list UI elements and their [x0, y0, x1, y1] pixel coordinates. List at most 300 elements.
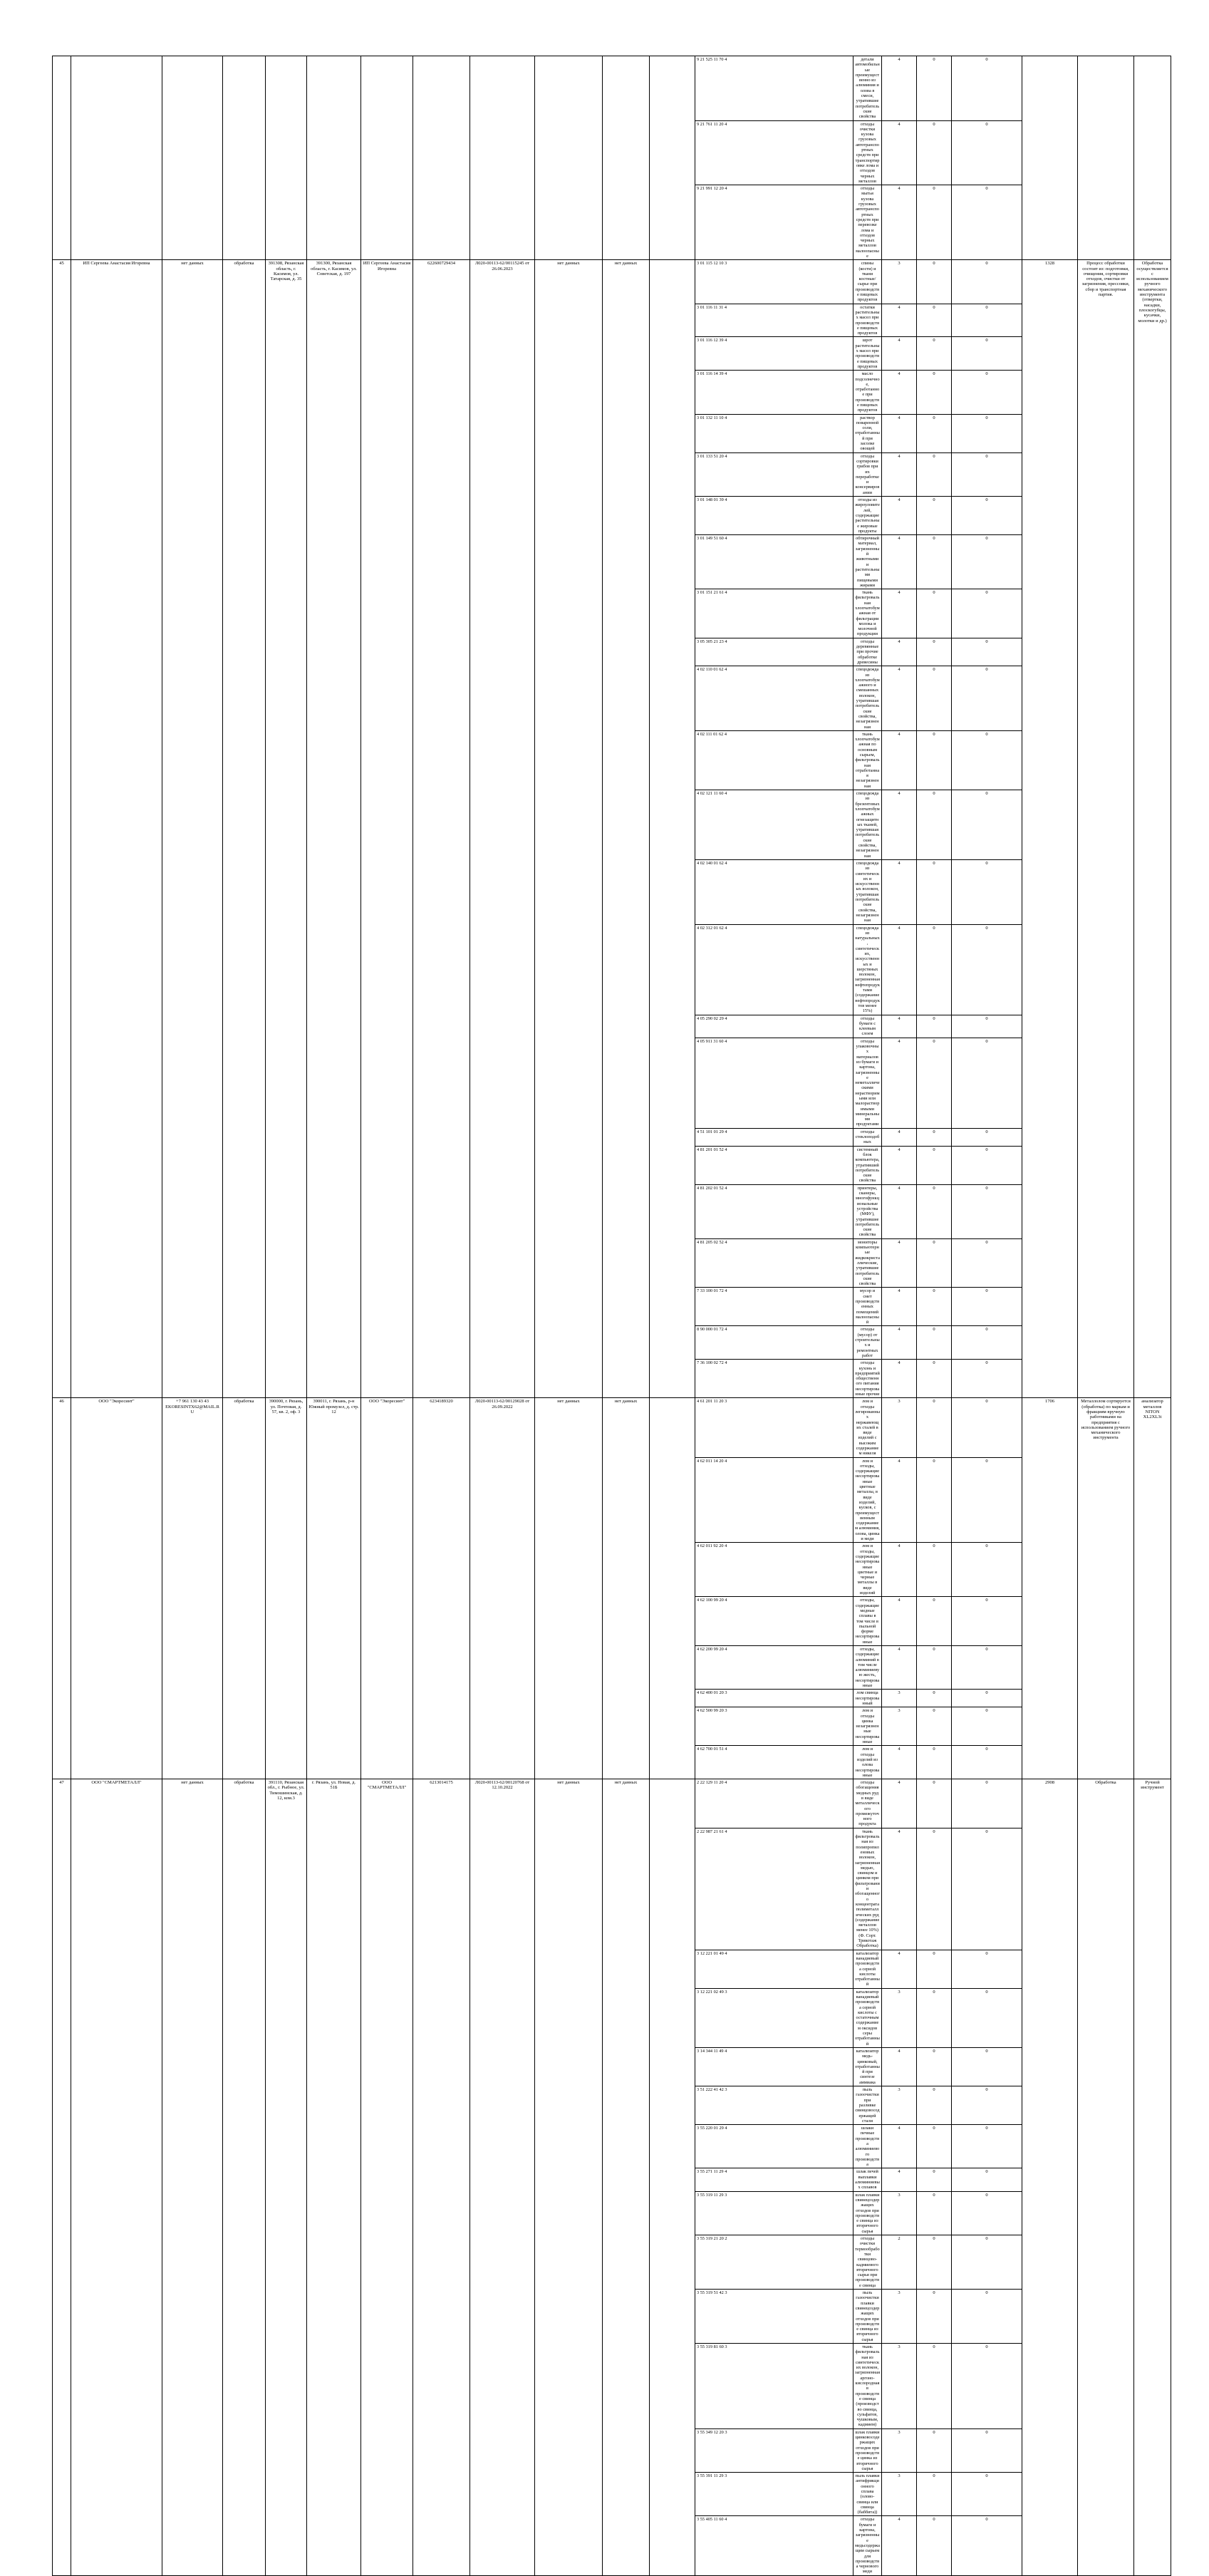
hazard-class: 4 — [882, 1146, 917, 1184]
volume-a: 0 — [917, 1597, 952, 1646]
table-row — [53, 260, 1171, 304]
waste-code: 3 55 319 21 20 2 — [695, 2235, 853, 2290]
volume-a: 0 — [917, 1645, 952, 1689]
column-10: нет данных — [603, 260, 650, 1398]
waste-name: спины (кости) и ткани костные/сырье при производстве пищевых продуктов — [853, 260, 882, 304]
waste-code: 3 12 221 01 49 4 — [695, 1950, 853, 1988]
volume-a: 0 — [917, 2516, 952, 2575]
volume-b: 0 — [952, 2047, 1022, 2086]
waste-code: 3 01 133 51 20 4 — [695, 452, 853, 496]
volume-a: 0 — [917, 2047, 952, 2086]
waste-name: лом и отходы, содержащие несортированные цветные и черные металлы в виде изделий — [853, 1543, 882, 1597]
hazard-class: 4 — [882, 2125, 917, 2168]
hazard-class: 3 — [882, 2290, 917, 2344]
waste-code: 4 62 200 99 20 4 — [695, 1645, 853, 1689]
volume-b: 0 — [952, 2290, 1022, 2344]
hazard-class: 4 — [882, 638, 917, 666]
hazard-class: 3 — [882, 2428, 917, 2472]
volume-a: 0 — [917, 260, 952, 304]
site-address: 390011, г. Рязань, р-н Южный промузел, д. стр. 12 — [307, 1398, 361, 1779]
waste-name: пыль газоочистки плавки свинецсодержащих отходов при производстве свинца из вторичного сырья — [853, 2290, 882, 2344]
volume-b: 0 — [952, 1690, 1022, 1707]
volume-a: 0 — [917, 1828, 952, 1950]
waste-name: отходы очистки термообработки свинцово-кадмиевого вторичного сырья при производстве свинца — [853, 2235, 882, 2290]
volume-b: 0 — [952, 1288, 1022, 1326]
hazard-class: 4 — [882, 1015, 917, 1038]
hazard-class: 4 — [882, 730, 917, 790]
hazard-class: 3 — [882, 1988, 917, 2047]
process-description: Обработка — [1078, 1779, 1134, 2576]
volume-a: 0 — [917, 414, 952, 452]
waste-name: пыль плавки антифрикционного сплава (олово-свинца или свинца (баббита)) — [853, 2473, 882, 2516]
table-row — [53, 56, 1171, 121]
volume-a: 0 — [917, 535, 952, 589]
waste-name: отходы кухонь и предприятий общественного питания несортированные прочие — [853, 1360, 882, 1398]
waste-code: 3 55 391 11 29 3 — [695, 2473, 853, 2516]
volume-a: 0 — [917, 1779, 952, 1828]
hazard-class: 4 — [882, 120, 917, 185]
volume-a: 0 — [917, 790, 952, 860]
hazard-class: 4 — [882, 452, 917, 496]
prev-site-cell — [307, 56, 361, 260]
waste-code: 4 02 110 01 62 4 — [695, 666, 853, 731]
volume-b: 0 — [952, 1543, 1022, 1597]
waste-code: 3 55 319 51 42 3 — [695, 2290, 853, 2344]
volume-a: 0 — [917, 1184, 952, 1238]
volume-b: 0 — [952, 2125, 1022, 2168]
waste-code: 4 81 201 01 52 4 — [695, 1146, 853, 1184]
prev-contacts-cell — [162, 56, 223, 260]
volume-b: 0 — [952, 730, 1022, 790]
volume-a: 0 — [917, 1950, 952, 1988]
hazard-class: 4 — [882, 1645, 917, 1689]
waste-name: отходы бумаги и картона, загрязненные медьсодержащим сырьем для производства чернового меди — [853, 2516, 882, 2575]
column-10: нет данных — [603, 1398, 650, 1779]
inn: 622600729434 — [413, 260, 470, 1398]
waste-name: катализатор ванадиевый производства серной кислоты с остаточным содержанием оксидов серы отработанный — [853, 1988, 882, 2047]
organization-name: ООО "СМАРТМЕТАЛЛ" — [71, 1779, 162, 2576]
legal-address: 390000, г. Рязань, ул. Почтовая, д. 57, кв. 2, оф. 3 — [266, 1398, 307, 1779]
document-page — [52, 56, 1168, 2576]
site-address: 391300, Рязанская область, г. Касимов, ул. Советская, д. 197 — [307, 260, 361, 1398]
hazard-class: 4 — [882, 1828, 917, 1950]
hazard-class: 4 — [882, 1184, 917, 1238]
volume-a: 0 — [917, 497, 952, 535]
volume-b: 0 — [952, 790, 1022, 860]
record-number: 46 — [53, 1398, 71, 1779]
hazard-class: 4 — [882, 1288, 917, 1326]
volume-a: 0 — [917, 2343, 952, 2428]
volume-b: 0 — [952, 1828, 1022, 1950]
waste-code: 4 62 011 14 20 4 — [695, 1457, 853, 1543]
activity-type: обработка — [223, 260, 266, 1398]
volume-b: 0 — [952, 304, 1022, 337]
license-number: Л020-00113-62/00129028 от 26.09.2022 — [470, 1398, 535, 1779]
hazard-class: 3 — [882, 2343, 917, 2428]
waste-code: 3 55 271 11 29 4 — [695, 2168, 853, 2191]
volume-a: 0 — [917, 2235, 952, 2290]
volume-b: 0 — [952, 1707, 1022, 1746]
volume-b: 0 — [952, 1015, 1022, 1038]
prev-no-cell — [53, 56, 71, 260]
volume-b: 0 — [952, 2343, 1022, 2428]
waste-name: отходы деревянные при прочие обработке древесины — [853, 638, 882, 666]
hazard-class: 4 — [882, 185, 917, 260]
volume-b: 0 — [952, 666, 1022, 731]
prev-activity-cell — [223, 56, 266, 260]
waste-code: 4 05 290 02 29 4 — [695, 1015, 853, 1038]
record-number: 45 — [53, 260, 71, 1398]
waste-code: 2 22 129 11 20 4 — [695, 1779, 853, 1828]
waste-code: 3 55 319 81 60 3 — [695, 2343, 853, 2428]
volume-a: 0 — [917, 337, 952, 371]
waste-name: катализатор ванадиевый производства серной кислоты отработанный — [853, 1950, 882, 1988]
volume-b: 0 — [952, 589, 1022, 638]
volume-a: 0 — [917, 589, 952, 638]
hazard-class: 4 — [882, 304, 917, 337]
column-9: нет данных — [535, 1779, 603, 2576]
hazard-class: 4 — [882, 790, 917, 860]
volume-a: 0 — [917, 1746, 952, 1779]
hazard-class: 4 — [882, 1597, 917, 1646]
operator-name: ИП Сергеева Анастасия Игоревна — [361, 260, 413, 1398]
volume-b: 0 — [952, 2235, 1022, 2290]
operator-name: ООО "СМАРТМЕТАЛЛ" — [361, 1779, 413, 2576]
waste-name: катализатор медь-цинковый, отработанный при синтезе аммиака — [853, 2047, 882, 2086]
waste-code: 7 36 100 02 72 4 — [695, 1360, 853, 1398]
volume-a: 0 — [917, 2191, 952, 2235]
volume-a: 0 — [917, 304, 952, 337]
contacts: нет данных — [162, 260, 223, 1398]
prev-inn-cell — [413, 56, 470, 260]
record-number: 47 — [53, 1779, 71, 2576]
volume-a: 0 — [917, 56, 952, 121]
hazard-class: 3 — [882, 2191, 917, 2235]
prev-name-cell — [71, 56, 162, 260]
volume-a: 0 — [917, 1128, 952, 1146]
waste-code: 3 55 220 01 29 4 — [695, 2125, 853, 2168]
waste-name: детали автомобильные преимущественно из алюминия и олова в смеси, утратившие потребительские свойства — [853, 56, 882, 121]
volume-a: 0 — [917, 1238, 952, 1288]
volume-b: 0 — [952, 1360, 1022, 1398]
waste-registry-table — [52, 56, 1171, 2576]
waste-code: 4 81 205 02 52 4 — [695, 1238, 853, 1288]
hazard-class: 4 — [882, 1326, 917, 1360]
column-10: нет данных — [603, 1779, 650, 2576]
organization-name: ИП Сергеева Анастасия Игоревна — [71, 260, 162, 1398]
hazard-class: 4 — [882, 497, 917, 535]
waste-name: спецодежда из натуральных, синтетических, искусственных и шерстяных волокон, загрязненная нефтепродуктами (содержание нефтепродуктов менее 15%) — [853, 924, 882, 1015]
volume-b: 0 — [952, 1950, 1022, 1988]
waste-code: 8 90 000 01 72 4 — [695, 1326, 853, 1360]
waste-name: пыль газоочистки при разливке свинцовосодержащей стали — [853, 2086, 882, 2125]
prev-legal-cell — [266, 56, 307, 260]
waste-code: 9 21 525 11 70 4 — [695, 56, 853, 121]
volume-b: 0 — [952, 2473, 1022, 2516]
volume-b: 0 — [952, 535, 1022, 589]
waste-code: 4 51 101 01 29 4 — [695, 1128, 853, 1146]
waste-name: отходы обогащения медных руд в виде металлического промежуточного продукта — [853, 1779, 882, 1828]
waste-code: 4 61 201 11 20 3 — [695, 1398, 853, 1457]
prev-col11-cell — [650, 56, 695, 260]
volume-a: 0 — [917, 924, 952, 1015]
waste-code: 3 01 151 21 61 4 — [695, 589, 853, 638]
waste-name: обтирочный материал, загрязненный животными и растительными пищевыми жирами — [853, 535, 882, 589]
waste-name: системный блок компьютера, утративший потребительские свойства — [853, 1146, 882, 1184]
volume-b: 0 — [952, 1326, 1022, 1360]
waste-name: шлак плавки свинецсодержащих отходов при производстве свинца из вторичного сырья — [853, 2191, 882, 2235]
waste-name: шлак плавки цинковосодержащих отходов при производстве цинка из вторичного сырья — [853, 2428, 882, 2472]
volume-a: 0 — [917, 2086, 952, 2125]
column-11 — [650, 260, 695, 1398]
volume-a: 0 — [917, 2290, 952, 2344]
volume-a: 0 — [917, 1015, 952, 1038]
waste-name: спецодежда из брезентовых хлопчатобумажных огнезащитных тканей, утратившая потребительские свойства, незагрязненная — [853, 790, 882, 860]
waste-name: отходы мытья кузова грузовых автотранспортных средств при перевозке лома и отходов черных металлов малоопасные — [853, 185, 882, 260]
volume-a: 0 — [917, 120, 952, 185]
column-11 — [650, 1779, 695, 2576]
waste-code: 4 05 911 31 60 4 — [695, 1038, 853, 1128]
hazard-class: 4 — [882, 1360, 917, 1398]
waste-code: 3 12 221 02 49 3 — [695, 1988, 853, 2047]
organization-name: ООО "Экоресинт" — [71, 1398, 162, 1779]
capacity: 1328 — [1022, 260, 1078, 1398]
waste-name: отходы упаковочных материалов из бумаги и картона, загрязненные неметаллическими нерастворимыми или малорастворимыми минеральными продуктами — [853, 1038, 882, 1128]
volume-b: 0 — [952, 337, 1022, 371]
volume-b: 0 — [952, 1597, 1022, 1646]
waste-code: 4 62 700 01 51 4 — [695, 1746, 853, 1779]
hazard-class: 3 — [882, 2473, 917, 2516]
waste-code: 4 62 500 99 20 3 — [695, 1707, 853, 1746]
license-number: Л020-00113-62/00120768 от 12.10.2022 — [470, 1779, 535, 2576]
hazard-class: 4 — [882, 1128, 917, 1146]
waste-name: лом свинца несортированный — [853, 1690, 882, 1707]
volume-a: 0 — [917, 1288, 952, 1326]
prev-equipment-cell — [1134, 56, 1171, 260]
volume-b: 0 — [952, 1398, 1022, 1457]
waste-code: 3 01 116 14 39 4 — [695, 371, 853, 414]
volume-b: 0 — [952, 414, 1022, 452]
volume-b: 0 — [952, 2191, 1022, 2235]
volume-a: 0 — [917, 2125, 952, 2168]
hazard-class: 4 — [882, 589, 917, 638]
waste-name: ткань фильтровальная из полипропиленовых волокон, загрязненная медью, свинцом и цинком при фильтровании обогащенного концентрата полиметаллических руд (содержание металлов менее 10%) (Ф. Сорт. Трикотаж Обработка) — [853, 1828, 882, 1950]
contacts: +7 961 130 43 43 EKORESINTX62@MAIL.RU — [162, 1398, 223, 1779]
prev-org-cell — [361, 56, 413, 260]
volume-a: 0 — [917, 1988, 952, 2047]
volume-b: 0 — [952, 120, 1022, 185]
volume-b: 0 — [952, 2516, 1022, 2575]
equipment: Ручной инструмент — [1134, 1779, 1171, 2576]
volume-b: 0 — [952, 859, 1022, 924]
waste-code: 3 51 222 41 42 3 — [695, 2086, 853, 2125]
hazard-class: 4 — [882, 859, 917, 924]
waste-name: мониторы компьютерные жидкокристаллические, утратившие потребительские свойства — [853, 1238, 882, 1288]
waste-name: ткань фильтровальная из синтетических волокон, загрязненная аргоно-кислородная в производстве свинца (производство свинца, сульфатов, чушковым, кадмием) — [853, 2343, 882, 2428]
waste-code: 3 55 319 11 29 3 — [695, 2191, 853, 2235]
waste-name: лом и отходы, содержащие несортированные цветные металлы, в виде изделий, кусков, с преимущественным содержанием алюминия, олова, цинка и меди — [853, 1457, 882, 1543]
volume-b: 0 — [952, 1146, 1022, 1184]
waste-code: 4 81 202 01 52 4 — [695, 1184, 853, 1238]
activity-type: обработка — [223, 1398, 266, 1779]
volume-b: 0 — [952, 497, 1022, 535]
waste-name: масло подсолнечное, отработанное при производстве пищевых продуктов — [853, 371, 882, 414]
volume-a: 0 — [917, 1543, 952, 1597]
waste-code: 3 01 149 51 60 4 — [695, 535, 853, 589]
hazard-class: 4 — [882, 1038, 917, 1128]
hazard-class: 4 — [882, 1950, 917, 1988]
volume-b: 0 — [952, 1988, 1022, 2047]
waste-name: шлаки печные производства алюминиевого производства — [853, 2125, 882, 2168]
volume-b: 0 — [952, 2168, 1022, 2191]
waste-code: 3 05 305 21 23 4 — [695, 638, 853, 666]
table-row — [53, 1779, 1171, 1828]
legal-address: 391308, Рязанская область, г. Касимов, ул. Татарская, д. 35 — [266, 260, 307, 1398]
prev-license-cell — [470, 56, 535, 260]
waste-name: отходы сортировки грибов при их переработке и консервировании — [853, 452, 882, 496]
waste-name: ткань хлопчатобумажная по основным сырьем, фильтровальная отработанная незагрязненная — [853, 730, 882, 790]
waste-code: 9 21 761 11 20 4 — [695, 120, 853, 185]
volume-b: 0 — [952, 371, 1022, 414]
hazard-class: 4 — [882, 371, 917, 414]
volume-a: 0 — [917, 666, 952, 731]
license-number: Л020-00113-62/00115245 от 26.06.2023 — [470, 260, 535, 1398]
volume-a: 0 — [917, 1457, 952, 1543]
waste-name: лом и отходы легированных нержавеющих сталей в виде изделий с высоким содержанием никеля — [853, 1398, 882, 1457]
waste-code: 3 55 405 11 60 4 — [695, 2516, 853, 2575]
volume-a: 0 — [917, 1707, 952, 1746]
hazard-class: 4 — [882, 2168, 917, 2191]
volume-a: 0 — [917, 730, 952, 790]
volume-a: 0 — [917, 1398, 952, 1457]
capacity: 1706 — [1022, 1398, 1078, 1779]
volume-b: 0 — [952, 2086, 1022, 2125]
volume-b: 0 — [952, 1779, 1022, 1828]
volume-a: 0 — [917, 1690, 952, 1707]
hazard-class: 4 — [882, 1457, 917, 1543]
waste-name: отходы стеклоподобных — [853, 1128, 882, 1146]
inn: 6234189320 — [413, 1398, 470, 1779]
waste-name: шлак печей выплавки алюминиевых сплавов — [853, 2168, 882, 2191]
column-9: нет данных — [535, 260, 603, 1398]
process-description: Металлолом сортируется (обработка) по маркам и фракциям вручную работниками на предприятия с использованием ручного механического инструмента — [1078, 1398, 1134, 1779]
waste-name: лом и отходы цинка незагрязненные несортированные — [853, 1707, 882, 1746]
column-11 — [650, 1398, 695, 1779]
waste-code: 3 14 344 11 49 4 — [695, 2047, 853, 2086]
volume-b: 0 — [952, 638, 1022, 666]
hazard-class: 4 — [882, 1779, 917, 1828]
waste-code: 3 01 116 12 39 4 — [695, 337, 853, 371]
prev-process-cell — [1078, 56, 1134, 260]
equipment: Обработка осуществляется с использованием ручного механического инструмента (отвертки, насадки, плоскогубцы, кусачки, молотки и др.) — [1134, 260, 1171, 1398]
volume-a: 0 — [917, 371, 952, 414]
volume-a: 0 — [917, 2428, 952, 2472]
waste-name: отходы, содержащие алюминий в том числе алюминиевую жесть, несортированные — [853, 1645, 882, 1689]
waste-code: 4 02 140 01 62 4 — [695, 859, 853, 924]
hazard-class: 4 — [882, 2047, 917, 2086]
waste-name: лом и отходы изделий из олова несортированные — [853, 1746, 882, 1779]
volume-a: 0 — [917, 638, 952, 666]
operator-name: ООО "Экоресинт" — [361, 1398, 413, 1779]
volume-a: 0 — [917, 2473, 952, 2516]
hazard-class: 3 — [882, 1398, 917, 1457]
volume-a: 0 — [917, 1360, 952, 1398]
hazard-class: 4 — [882, 1746, 917, 1779]
hazard-class: 4 — [882, 56, 917, 121]
waste-code: 4 02 312 01 62 4 — [695, 924, 853, 1015]
hazard-class: 4 — [882, 666, 917, 731]
prev-col10-cell — [603, 56, 650, 260]
volume-a: 0 — [917, 1326, 952, 1360]
volume-b: 0 — [952, 924, 1022, 1015]
equipment: анализатор металлов NITON XL2XL3t — [1134, 1398, 1171, 1779]
waste-name: спецодежда из синтетических и искусственных волокон, утратившая потребительские свойства, незагрязненная — [853, 859, 882, 924]
waste-code: 2 22 987 21 61 4 — [695, 1828, 853, 1950]
hazard-class: 3 — [882, 2086, 917, 2125]
hazard-class: 4 — [882, 535, 917, 589]
hazard-class: 4 — [882, 414, 917, 452]
volume-b: 0 — [952, 260, 1022, 304]
waste-name: отходы бумаги с клеевым слоем — [853, 1015, 882, 1038]
volume-b: 0 — [952, 452, 1022, 496]
hazard-class: 4 — [882, 924, 917, 1015]
waste-name: отходы, содержащие медные сплавы в том числе в пыльной форме несортированные — [853, 1597, 882, 1646]
volume-b: 0 — [952, 1645, 1022, 1689]
volume-b: 0 — [952, 56, 1022, 121]
waste-code: 7 33 100 01 72 4 — [695, 1288, 853, 1326]
hazard-class: 3 — [882, 1707, 917, 1746]
hazard-class: 4 — [882, 337, 917, 371]
volume-b: 0 — [952, 1238, 1022, 1288]
waste-code: 3 01 132 11 10 4 — [695, 414, 853, 452]
contacts: нет данных — [162, 1779, 223, 2576]
volume-b: 0 — [952, 1457, 1022, 1543]
hazard-class: 4 — [882, 1543, 917, 1597]
legal-address: 391110, Рязанская обл., г. Рыбное, ул. Тимошинская, д. 12, ком.3 — [266, 1779, 307, 2576]
waste-name: шрот растительных масел при производстве пищевых продуктов — [853, 337, 882, 371]
volume-b: 0 — [952, 1038, 1022, 1128]
activity-type: обработка — [223, 1779, 266, 2576]
volume-a: 0 — [917, 185, 952, 260]
waste-name: раствор поваренной соли, отработанный при засолке овощей — [853, 414, 882, 452]
waste-name: спецодежда из хлопчатобумажного и смешанных волокон, утратившая потребительские свойства, незагрязненная — [853, 666, 882, 731]
hazard-class: 3 — [882, 1690, 917, 1707]
waste-code: 4 62 100 99 20 4 — [695, 1597, 853, 1646]
volume-a: 0 — [917, 859, 952, 924]
waste-code: 3 55 349 12 20 3 — [695, 2428, 853, 2472]
prev-capacity-cell — [1022, 56, 1078, 260]
hazard-class: 4 — [882, 1238, 917, 1288]
volume-b: 0 — [952, 2428, 1022, 2472]
waste-name: отходы из жироуловителей, содержащие растительные жировые продукты — [853, 497, 882, 535]
table-row — [53, 1398, 1171, 1457]
waste-name: ткань фильтровальная хлопчатобумажная от фильтрации молока и молочной продукции — [853, 589, 882, 638]
waste-code: 4 02 121 11 60 4 — [695, 790, 853, 860]
hazard-class: 3 — [882, 260, 917, 304]
process-description: Процесс обработки состоит из: подготовки, очищения, сортировки отходов, очистки от загрязнения, прессовки, сбор и транспортная партия. — [1078, 260, 1134, 1398]
site-address: г. Рязань, ул. Новая, д. 51Б — [307, 1779, 361, 2576]
column-9: нет данных — [535, 1398, 603, 1779]
waste-name: мусор и смет производственных помещений малоопасный — [853, 1288, 882, 1326]
capacity: 2908 — [1022, 1779, 1078, 2576]
prev-col9-cell — [535, 56, 603, 260]
volume-b: 0 — [952, 1746, 1022, 1779]
volume-b: 0 — [952, 1184, 1022, 1238]
inn: 6213014175 — [413, 1779, 470, 2576]
waste-code: 9 21 991 12 20 4 — [695, 185, 853, 260]
volume-a: 0 — [917, 452, 952, 496]
waste-code: 4 62 011 92 20 4 — [695, 1543, 853, 1597]
